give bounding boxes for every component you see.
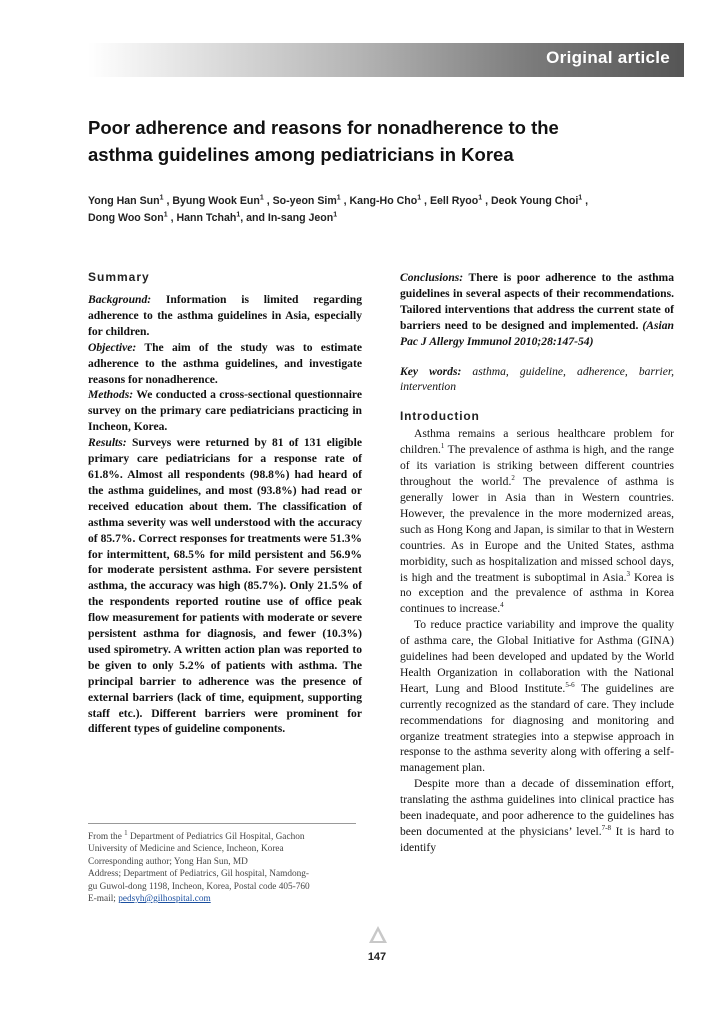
right-column [400,270,674,856]
results-paragraph: Results: Surveys were returned by 81 of 131 eligible primary care pediatricians for a response rate of 61.8%. Almost all respondents (98.8%) had heard of the asthma guidelines, and most (93.8%) had read or received education about them. The classification of asthma severity was well understood with the accuracy of 85.7%. Correct responses for treatments were 51.3% for intermittent, 68.5% for mild persistent and 56.9% for moderate persistent asthma. For severe persistent asthma, the accuracy was high (85.7%). Only 21.5% of the respondents reported routine use of office peak flow measurement for patients with moderate or severe persistent asthma for diagnosis, and fewer (10.3%) used spirometry. A written action plan was reported to be given to only 5.2% of patients with asthma. The principal barrier to adherence was the presence of external barriers (lack of time, equipment, supporting staff etc.). Different barriers were prominent for different types of guideline components. [88,436,362,736]
author: Hann Tchah$^1$, and [176,211,268,224]
author: Eell Ryoo$^1$ , [429,194,491,207]
objective-paragraph: Objective: The aim of the study was to estimate adherence to the asthma guidelines, and investigate reasons for nonadherence. [88,340,362,386]
author: Yong Han Sun$^1$ , [88,194,173,207]
intro-paragraph-2: To reduce practice variability and improve the quality of asthma care, the Global Initiative for Asthma (GINA) guidelines had been developed and updated by the World Health Organization in collaboration with the National Heart, Lung and Blood Institute.$^{5-6}$ The guidelines are currently recognized as the standard of care. They include recommendations for diagnosing and monitoring and organize treatment strategies into a stepwise approach in response to the asthma severity along with offering a self-management plan. [400,618,674,775]
article-type-banner [88,43,684,77]
affiliation-footnote: From the $^1$ Department of Pediatrics Gil Hospital, Gachon University of Medicine and Science, Incheon, Korea Corresponding author; Yong Han Sun, MD Address; Department of Pediatrics, Gil hospital, Namdong- gu Guwol-dong 1198, Incheon, Korea, Postal code 405-760 E-mail; pedsyh@gilhospital.com [88,828,310,905]
author: In-sang Jeon$^1$ [267,211,338,224]
title-line-2: asthma guidelines among pediatricians in Korea [88,144,514,165]
article-type-label: Original article [546,48,670,67]
email-link[interactable]: pedsyh@gilhospital.com [118,894,211,905]
author: Byung Wook Eun$^1$ , [172,194,273,207]
intro-paragraph-1: Asthma remains a serious healthcare problem for children.$^1$ The prevalence of asthma is high, and the range of its variation is striking between different countries throughout the world.$^2$ The prevalence of asthma is generally lower in Asia than in Western countries. However, the prevalence in the more modernized areas, such as Hong Kong and Japan, is similar to that in Western countries. As in Europe and the United States, asthma morbidity, such as hospitalization and missed school days, is high and the treatment is suboptimal in Asia.$^3$ Korea is no exception and the prevalence of asthma in Korea continues to increase.$^4$ [400,427,674,616]
keywords: Key words: asthma, guideline, adherence, barrier, intervention [400,364,674,394]
conclusions-paragraph: Conclusions: There is poor adherence to the asthma guidelines in several aspects of their recommendations. Tailored interventions that address the current state of barriers need to be designed and implemented. (Asian Pac J Allergy Immunol 2010;28:147-54) [400,271,674,348]
intro-paragraph-3: Despite more than a decade of dissemination effort, translating the asthma guidelines into clinical practice has been inadequate, and poor adherence to the guidelines has been documented at the physicians’ level.$^{7-8}$ It is hard to identify [400,777,674,854]
author: So-yeon Sim$^1$ , [272,194,350,207]
page-number: 147 [367,951,387,963]
author: Dong Woo Son$^1$ , [88,211,177,224]
author: Kang-Ho Cho$^1$ , [349,194,430,207]
author-list [88,193,688,227]
title-line-1: Poor adherence and reasons for nonadherence to the [88,117,559,138]
author: Deok Young Choi$^1$ , [490,194,589,207]
summary-column [88,270,362,737]
introduction-heading: Introduction [400,409,480,424]
introduction-section [400,409,674,855]
triangle-logo-icon [368,925,388,945]
methods-paragraph: Methods: We conducted a cross-sectional questionnaire survey on the primary care pediatricians practicing in Incheon, Korea. [88,388,362,434]
background-paragraph: Background: Information is limited regarding adherence to the asthma guidelines in Asia, especially for children. [88,293,362,338]
summary-heading: Summary [88,270,150,284]
article-title [88,114,688,168]
footnote-divider [88,823,356,824]
